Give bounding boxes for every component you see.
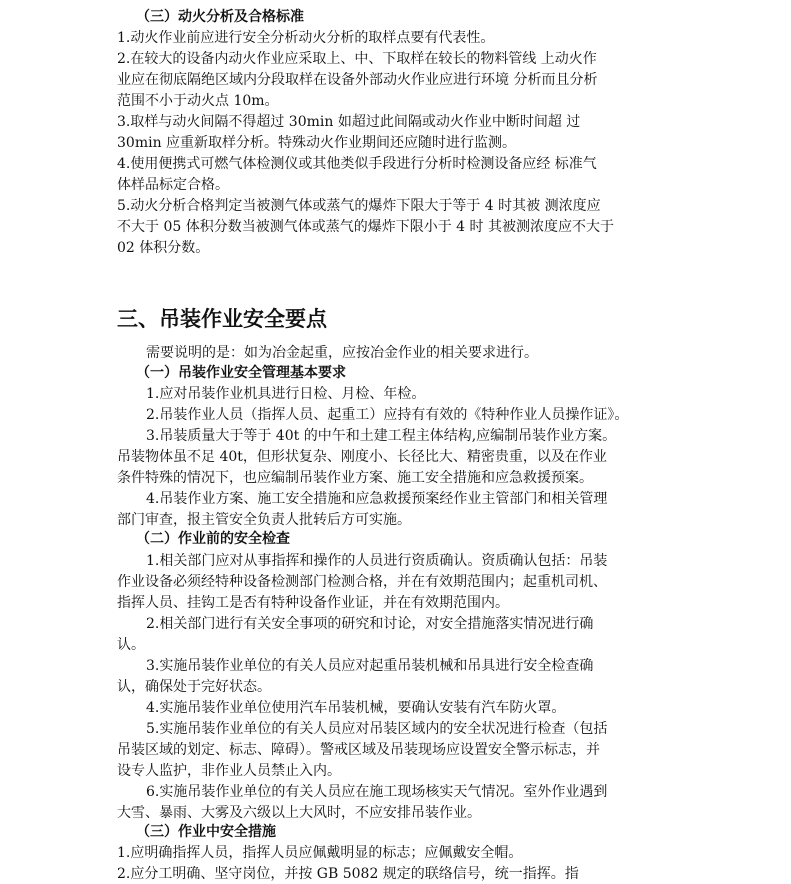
paragraph-line: 2.应分工明确、坚守岗位，并按 GB 5082 规定的联络信号，统一指挥。指 (117, 866, 579, 882)
paragraph-line: 吊装区域的划定、标志、障碍）。警戒区域及吊装现场应设置安全警示标志，并 (117, 742, 600, 758)
paragraph-line: 认。 (117, 637, 145, 653)
paragraph-line: 设专人监护，非作业人员禁止入内。 (117, 763, 341, 779)
section-title: 三、吊装作业安全要点 (117, 306, 327, 331)
paragraph-line: 部门审查，报主管安全负责人批转后方可实施。 (117, 512, 411, 528)
paragraph-line: 条件特殊的情况下，也应编制吊装作业方案、施工安全措施和应急救援预案。 (117, 470, 593, 486)
fire-analysis-line: 2.在较大的设备内动火作业应采取上、中、下取样在较长的物料管线 上动火作 (117, 51, 597, 67)
paragraph-line: 作业设备必须经特种设备检测部门检测合格，并在有效期范围内；起重机司机、 (117, 574, 607, 590)
fire-analysis-line: 体样品标定合格。 (117, 177, 229, 193)
fire-analysis-line: 1.动火作业前应进行安全分析动火分析的取样点要有代表性。 (117, 30, 495, 46)
paragraph-line: 吊装物体虽不足 40t，但形状复杂、刚度小、长径比大、精密贵重，以及在作业 (117, 449, 607, 465)
paragraph-line: 1.应对吊装作业机具进行日检、月检、年检。 (146, 386, 426, 402)
fire-analysis-line: 3.取样与动火间隔不得超过 30min 如超过此间隔或动火作业中断时间超 过 (117, 114, 581, 130)
paragraph-line: 1.应明确指挥人员，指挥人员应佩戴明显的标志；应佩戴安全帽。 (117, 845, 523, 861)
subsection-heading-1: （一）吊装作业安全管理基本要求 (136, 365, 346, 381)
fire-analysis-line: 不大于 05 体积分数当被测气体或蒸气的爆炸下限小于 4 时 其被测浓度应不大于 (117, 219, 614, 235)
paragraph-line: 2.吊装作业人员（指挥人员、起重工）应持有有效的《特种作业人员操作证》。 (146, 407, 629, 423)
fire-analysis-line: 02 体积分数。 (117, 240, 210, 256)
paragraph-line: 认，确保处于完好状态。 (117, 679, 271, 695)
paragraph-line: 3.吊装质量大于等于 40t 的中午和土建工程主体结构,应编制吊装作业方案。 (146, 428, 617, 444)
paragraph-line: 5.实施吊装作业单位的有关人员应对吊装区域内的安全状况进行检查（包括 (146, 721, 608, 737)
subsection-heading-3: （三）作业中安全措施 (136, 824, 276, 840)
fire-analysis-line: 业应在彻底隔绝区域内分段取样在设备外部动火作业应进行环境 分析而且分析 (117, 72, 598, 88)
fire-analysis-line: 30min 应重新取样分析。特殊动火作业期间还应随时进行监测。 (117, 135, 517, 151)
paragraph-line: 4.吊装作业方案、施工安全措施和应急救援预案经作业主管部门和相关管理 (146, 491, 608, 507)
subsection-heading-2: （二）作业前的安全检查 (136, 531, 290, 547)
paragraph-line: 1.相关部门应对从事指挥和操作的人员进行资质确认。资质确认包括：吊装 (146, 553, 608, 569)
paragraph-line: 3.实施吊装作业单位的有关人员应对起重吊装机械和吊具进行安全检查确 (146, 658, 594, 674)
fire-analysis-line: 5.动火分析合格判定当被测气体或蒸气的爆炸下限大于等于 4 时其被 测浓度应 (117, 198, 601, 214)
fire-analysis-line: 范围不小于动火点 10m。 (117, 93, 279, 109)
paragraph-line: 2.相关部门进行有关安全事项的研究和讨论，对安全措施落实情况进行确 (146, 616, 594, 632)
paragraph-line: 大雪、暴雨、大雾及六级以上大风时，不应安排吊装作业。 (117, 805, 481, 821)
fire-analysis-line: 4.使用便携式可燃气体检测仪或其他类似手段进行分析时检测设备应经 标准气 (117, 156, 597, 172)
paragraph-line: 6.实施吊装作业单位的有关人员应在施工现场核实天气情况。室外作业遇到 (146, 784, 608, 800)
paragraph-line: 4.实施吊装作业单位使用汽车吊装机械，要确认安装有汽车防火罩。 (146, 700, 566, 716)
section-note: 需要说明的是：如为冶金起重，应按冶金作业的相关要求进行。 (146, 345, 538, 361)
paragraph-line: 指挥人员、挂钩工是否有特种设备作业证，并在有效期范围内。 (117, 595, 509, 611)
fire-analysis-heading: （三）动火分析及合格标准 (136, 9, 304, 25)
